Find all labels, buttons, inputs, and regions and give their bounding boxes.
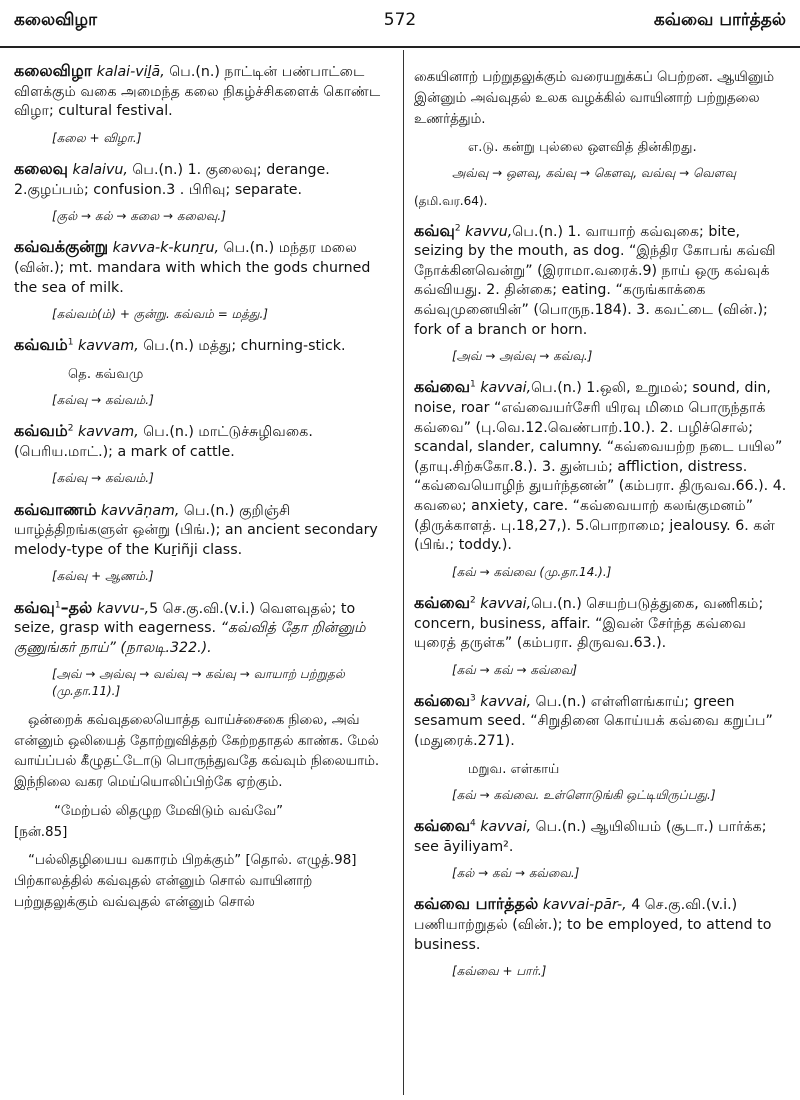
definition: பெ.(n.) ஆயிலியம் (சூடா.) பார்க்க; see āyiliyam². bbox=[414, 818, 767, 855]
headword: கவ்வை bbox=[414, 377, 470, 397]
definition: பெ.(n.) எள்ளிளங்காய்; green sesamum seed. “சிறுதினை கொய்யக் கவ்வை கறுப்ப” (மதுரைக்.271). bbox=[414, 693, 773, 750]
entry-kavvam-1 bbox=[14, 334, 392, 357]
transliteration: kavvu, bbox=[465, 223, 513, 240]
etymology-note: [அவ் → அவ்வு → கவ்வு.] bbox=[452, 349, 593, 364]
entry-kavvu-2 bbox=[414, 220, 790, 341]
transliteration: kalai-viḻā, bbox=[96, 64, 165, 80]
entry-kalaivizha bbox=[14, 60, 392, 122]
etymology-note: [கவ் → கவ் → கவ்வை] bbox=[452, 662, 578, 677]
homonym-number: 2 bbox=[470, 595, 476, 606]
definition: பெ.(n.) குறிஞ்சி யாழ்த்திறங்களுள் ஒன்று (பிங்.); an ancient secondary melody-type of the Kuṟiñji class. bbox=[14, 502, 378, 558]
explanatory-paragraph: ஒன்றைக் கவ்வுதலையொத்த வாய்ச்சைகை நிலை, அவ் என்னும் ஒலியைத் தோற்றுவித்தற் கேற்றதாதல் காண்க. மேல் வாய்ப்பல் கீழுதட்டோடு பொருந்துவதே கவ்வும் நிலையாம். இந்நிலை வகர மெய்யொலிப்பிற்கே ஏற்கும். bbox=[14, 712, 380, 791]
transliteration: kavvai, bbox=[480, 380, 532, 397]
entry-kavvai-2 bbox=[414, 592, 790, 654]
quote-reference: [நன்.85] bbox=[14, 824, 68, 840]
headword: கலைவு bbox=[14, 158, 68, 178]
etymology-note: [கவ் → கவ்வை (மு.தா.14.).] bbox=[452, 564, 612, 579]
entry-kavvai-parthal bbox=[414, 893, 790, 955]
telugu-cognate: தெ. கவ்வமு bbox=[68, 366, 144, 382]
page-number: 572 bbox=[383, 10, 417, 30]
transliteration: kavvai, bbox=[480, 818, 532, 835]
transliteration: kavva-k-kunṟu, bbox=[112, 240, 220, 257]
headword: கவ்வக்குன்று bbox=[14, 237, 109, 257]
homonym-number: 1 bbox=[54, 599, 61, 610]
headword: கலைவிழா bbox=[14, 61, 93, 80]
etymology-note: [கவ் → கவ்வை. உள்ளொடுங்கி ஒட்டியிருப்பது.] bbox=[452, 787, 716, 802]
etymology-note: [கலை + விழா.] bbox=[52, 130, 142, 145]
header-first-word: கலைவிழா bbox=[14, 10, 97, 30]
homonym-number: 2 bbox=[454, 222, 461, 233]
grammar-quote bbox=[14, 802, 392, 844]
definition: பெ.(n.) 1. குலைவு; derange. 2.குழப்பம்; confusion.3 . பிரிவு; separate. bbox=[14, 161, 330, 198]
header-last-word: கவ்வை பார்த்தல் bbox=[653, 10, 786, 30]
example-note: அவ்வு → ஔவு, கவ்வு → கௌவு, வவ்வு → வௌவு bbox=[452, 166, 737, 181]
entry-kavvanam bbox=[14, 499, 392, 561]
etymology-note: [கவ்வு → கவ்வம்.] bbox=[52, 471, 154, 486]
explanatory-paragraph-2: “பல்லிதழியைய வகாரம் பிறக்கும்” [தொல். எழுத்.98] பிற்காலத்தில் கவ்வுதல் என்னும் சொல் வாயினாற் பற்றுதலுக்கும் வவ்வுதல் என்னும் சொல் bbox=[14, 853, 357, 910]
etymology-note: [கவ்வு + ஆணம்.] bbox=[52, 569, 154, 584]
transliteration: kavvam, bbox=[77, 338, 139, 355]
homonym-number: 3 bbox=[470, 693, 476, 704]
entry-kavvakkunru bbox=[14, 236, 392, 298]
transliteration: kavvai, bbox=[480, 693, 532, 710]
transliteration: kalaivu, bbox=[72, 161, 128, 178]
etymology-note: [கல் → கவ் → கவ்வை.] bbox=[452, 866, 580, 881]
entry-kavvai-3 bbox=[414, 690, 790, 752]
definition: 4 செ.கு.வி.(v.i.) பணியாற்றுதல் (வின்.); to be employed, to attend to business. bbox=[414, 897, 772, 953]
right-column bbox=[414, 60, 790, 1095]
headword: கவ்வு bbox=[414, 220, 455, 240]
transliteration: kavvai, bbox=[480, 595, 532, 612]
headword: கவ்வம் bbox=[14, 335, 68, 355]
page-header bbox=[0, 0, 800, 48]
headword: கவ்வு bbox=[14, 597, 55, 617]
headword: கவ்வை bbox=[414, 815, 470, 835]
transliteration: kavvai-pār-, bbox=[542, 897, 627, 914]
etymology-note: [கவ்வை + பார்.] bbox=[452, 964, 547, 979]
quote-text: “மேற்பல் லிதழுற மேவிடும் வவ்வே” bbox=[54, 803, 284, 819]
column-divider bbox=[403, 50, 404, 1095]
definition: பெ.(n.) நாட்டின் பண்பாட்டை விளக்கும் வகை அமைந்த கலை நிகழ்ச்சிகளைக் கொண்ட விழா; cultural festival. bbox=[14, 64, 381, 120]
homonym-number: 2 bbox=[67, 423, 74, 434]
headword: கவ்வை bbox=[414, 592, 470, 612]
entry-kavvai-1 bbox=[414, 376, 790, 555]
definition: பெ.(n.) மாட்டுச்சுழிவகை. (பெரிய.மாட்.); a mark of cattle. bbox=[14, 424, 313, 460]
definition: 5 செ.கு.வி.(v.i.) வௌவுதல்; to seize, grasp with eagerness. bbox=[14, 600, 356, 637]
homonym-number: 1 bbox=[67, 337, 74, 348]
etymology-note: [அவ் → அவ்வு → வவ்வு → கவ்வு → வாயாற் பற்றுதல் (மு.தா.11).] bbox=[52, 667, 345, 698]
synonym-line: மறுவ. எள்காய் bbox=[468, 761, 560, 777]
definition: பெ.(n.) மந்தர மலை (வின்.); mt. mandara with which the gods churned the sea of milk. bbox=[14, 240, 371, 296]
citation-quote: “கவ்வித் தோ றின்னும் குணுங்கர் நாய்” (நாலடி.322.). bbox=[14, 620, 366, 656]
headword: கவ்வை பார்த்தல் bbox=[414, 894, 539, 914]
transliteration: kavvu-, bbox=[96, 600, 150, 617]
headword: கவ்வை bbox=[414, 690, 470, 710]
entry-kavvai-4 bbox=[414, 815, 790, 857]
example-reference: (தமி.வர.64). bbox=[414, 193, 488, 208]
transliteration: kavvam, bbox=[77, 424, 139, 441]
definition: பெ.(n.) 1. வாயாற் கவ்வுகை; bite, seizing by the mouth, as dog. “இந்திர கோபங் கவ்வி நோக்கினவென்று” (இராமா.வரைக்.9) நாய் ஒரு கவ்வுக் கவ்வியது. 2. தின்கை; eating. “கருங்காக்கை கவ்வுமுனையின்” (பொருந.184). 3. கவட்டை (வின்.); fork of a branch or horn. bbox=[414, 223, 776, 338]
etymology-note: [கவ்வம்(ம்) + குன்று. கவ்வம் = மத்து.] bbox=[52, 307, 268, 322]
left-column bbox=[14, 60, 392, 1095]
definition: பெ.(n.) மத்து; churning-stick. bbox=[138, 338, 346, 355]
entry-kavvam-2 bbox=[14, 420, 392, 462]
transliteration: kavvāṇam, bbox=[100, 502, 180, 519]
example-sentence: எ.டு. கன்று புல்லை ஔவித் தின்கிறது. bbox=[468, 140, 697, 156]
headword: கவ்வம் bbox=[14, 421, 68, 441]
continued-paragraph: கையினாற் பற்றுதலுக்கும் வரையறுக்கப் பெற்றன. ஆயினும் இன்னும் அவ்வுதல் உலக வழக்கில் வாயினாற் பற்றுதலை உணர்த்தும். bbox=[414, 70, 775, 127]
headword: கவ்வாணம் bbox=[14, 499, 97, 519]
homonym-number: 4 bbox=[470, 818, 476, 829]
entry-kalaivu bbox=[14, 158, 392, 200]
entry-kavvu-1 bbox=[14, 597, 392, 659]
etymology-note: [குல் → கல் → கலை → கலைவு.] bbox=[52, 209, 226, 224]
homonym-number: 1 bbox=[470, 379, 476, 390]
headword-suffix: –தல் bbox=[60, 597, 93, 617]
etymology-note: [கவ்வு → கவ்வம்.] bbox=[52, 393, 154, 408]
definition: பெ.(n.) செயற்படுத்துகை, வணிகம்; concern, business, affair. “இவன் சேர்ந்த கவ்வை யுரைத் தருள்க” (கம்பரா. திருவவ.63.). bbox=[414, 595, 764, 652]
definition: பெ.(n.) 1.ஒலி, உறுமல்; sound, din, noise, roar “எவ்வையர்சேரி யிரவு மிமை பொருந்தாக் கவ்வை” (பு.வெ.12.வெண்பாற்.10.). 2. பழிச்சொல்; scandal, slander, calumny. “கவ்வையற்ற நடை பயில” (தாயு.சிற்சுகோ.8.). 3. துன்பம்; affliction, distress. “கவ்வையொழிந் துயர்ந்தனன்” (கம்பரா. திருவவ.66.). 4. கவலை; anxiety, care. “கவ்வையாற் கலங்குமனம்” (திருக்காளத். பு.18,27,). 5.பொறாமை; jealousy. 6. கள் (பிங்.; toddy.). bbox=[414, 380, 787, 554]
